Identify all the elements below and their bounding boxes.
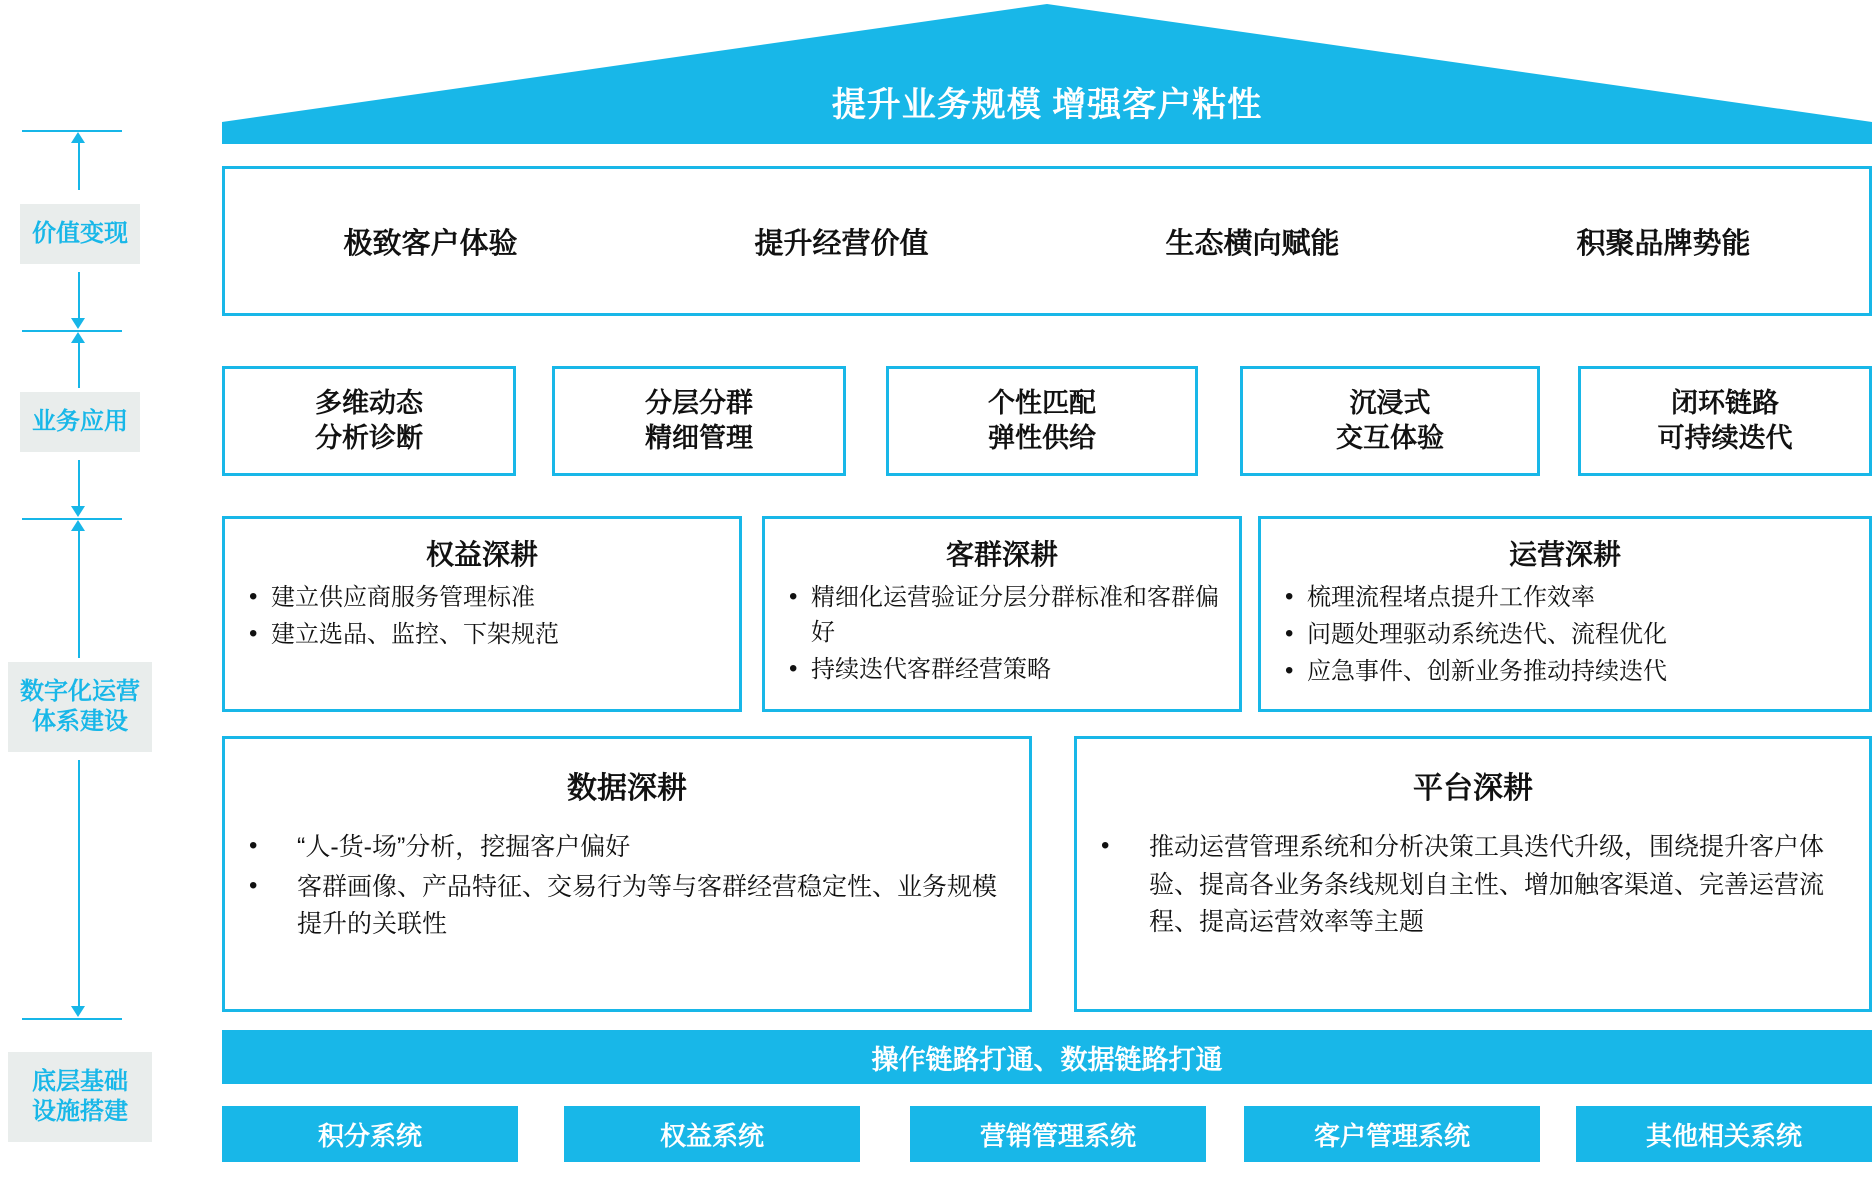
application-card-0-line2: 分析诊断 [315, 423, 423, 453]
rail-arrowhead-value-down [71, 318, 85, 329]
rail-arrow-value-down [78, 272, 80, 320]
list-item: • 客群画像、产品特征、交易行为等与客群经营稳定性、业务规模提升的关联性 [237, 869, 1017, 944]
roof-shape [222, 4, 1872, 144]
list-item: • 梳理流程堵点提升工作效率 [1273, 581, 1857, 616]
value-item-2: 生态横向赋能 [1165, 227, 1340, 260]
rail-arrowhead-app-down [71, 506, 85, 517]
list-item: • 推动运营管理系统和分析决策工具迭代升级，围绕提升客户体验、提高各业务条线规划自主性、增加触客渠道、完善运营流程、提高运营效率等主题 [1089, 829, 1857, 942]
rail-arrow-digital-down [78, 760, 80, 1010]
application-card-2 [886, 366, 1198, 476]
application-card-3-line1: 沉浸式 [1349, 388, 1431, 419]
roof-title: 提升业务规模 增强客户粘性 [831, 86, 1263, 124]
rail-label-infra-line2: 设施搭建 [32, 1098, 128, 1125]
rail-label-value: 价值变现 [20, 204, 140, 264]
deep-card-rights [222, 516, 742, 712]
rail-tick-digital-bottom [22, 1018, 122, 1020]
system-button-marketing[interactable]: 营销管理系统 [910, 1106, 1206, 1162]
system-button-others[interactable]: 其他相关系统 [1576, 1106, 1872, 1162]
application-card-3 [1240, 366, 1540, 476]
deep-card-operations [1258, 516, 1872, 712]
list-item: • 精细化运营验证分层分群标准和客群偏好 [777, 581, 1227, 651]
application-card-1-line1: 分层分群 [645, 388, 753, 419]
deep-card-operations-title: 运营深耕 [1508, 539, 1621, 570]
rail-arrow-app-down [78, 460, 80, 508]
deep-card-operations-list [1273, 581, 1857, 689]
deep-card-platform [1074, 736, 1872, 1012]
application-card-2-line1: 个性匹配 [988, 388, 1096, 419]
deep-card-rights-list [237, 581, 727, 653]
list-item: • 应急事件、创新业务推动持续迭代 [1273, 655, 1857, 690]
application-card-3-line2: 交互体验 [1336, 423, 1444, 453]
application-card-4 [1578, 366, 1872, 476]
deep-card-data-list [237, 829, 1017, 944]
system-button-rights[interactable]: 权益系统 [564, 1106, 860, 1162]
deep-card-data [222, 736, 1032, 1012]
list-item: • 建立选品、监控、下架规范 [237, 618, 727, 653]
list-item: • 问题处理驱动系统迭代、流程优化 [1273, 618, 1857, 653]
rail-arrow-value-up [78, 140, 80, 190]
rail-arrowhead-app-up [71, 332, 85, 343]
application-card-1-line2: 精细管理 [645, 423, 753, 453]
deep-card-platform-title: 平台深耕 [1413, 772, 1533, 805]
deep-card-platform-list [1089, 829, 1857, 942]
rail-arrowhead-value-up [71, 132, 85, 143]
rail-label-application: 业务应用 [20, 392, 140, 452]
value-item-0: 极致客户体验 [343, 227, 518, 260]
application-card-2-line2: 弹性供给 [988, 423, 1096, 453]
application-card-4-line2: 可持续迭代 [1657, 423, 1793, 453]
rail-label-infra [8, 1052, 152, 1142]
value-realization-box [222, 166, 1872, 316]
deep-card-data-title: 数据深耕 [567, 772, 687, 805]
link-bar: 操作链路打通、数据链路打通 [222, 1030, 1872, 1084]
deep-card-customer-title: 客群深耕 [945, 539, 1058, 570]
rail-label-digital [8, 662, 152, 752]
deep-card-rights-title: 权益深耕 [425, 539, 538, 570]
system-button-points[interactable]: 积分系统 [222, 1106, 518, 1162]
application-card-4-line1: 闭环链路 [1671, 388, 1779, 419]
application-card-0-line1: 多维动态 [315, 388, 423, 419]
deep-card-customer [762, 516, 1242, 712]
rail-arrowhead-digital-up [71, 520, 85, 531]
rail-arrow-digital-up [78, 528, 80, 658]
list-item: • 持续迭代客群经营策略 [777, 653, 1227, 688]
value-item-3: 积聚品牌势能 [1576, 227, 1751, 260]
application-card-1 [552, 366, 846, 476]
application-card-0 [222, 366, 516, 476]
rail-arrow-app-up [78, 340, 80, 388]
deep-card-customer-list [777, 581, 1227, 687]
value-item-1: 提升经营价值 [754, 227, 929, 260]
rail-arrowhead-digital-down [71, 1006, 85, 1017]
rail-label-digital-line1: 数字化运营 [20, 678, 140, 705]
list-item: • “人-货-场”分析，挖掘客户偏好 [237, 829, 1017, 867]
rail-label-infra-line1: 底层基础 [32, 1068, 128, 1095]
system-button-customer[interactable]: 客户管理系统 [1244, 1106, 1540, 1162]
list-item: • 建立供应商服务管理标准 [237, 581, 727, 616]
rail-label-digital-line2: 体系建设 [32, 708, 128, 735]
